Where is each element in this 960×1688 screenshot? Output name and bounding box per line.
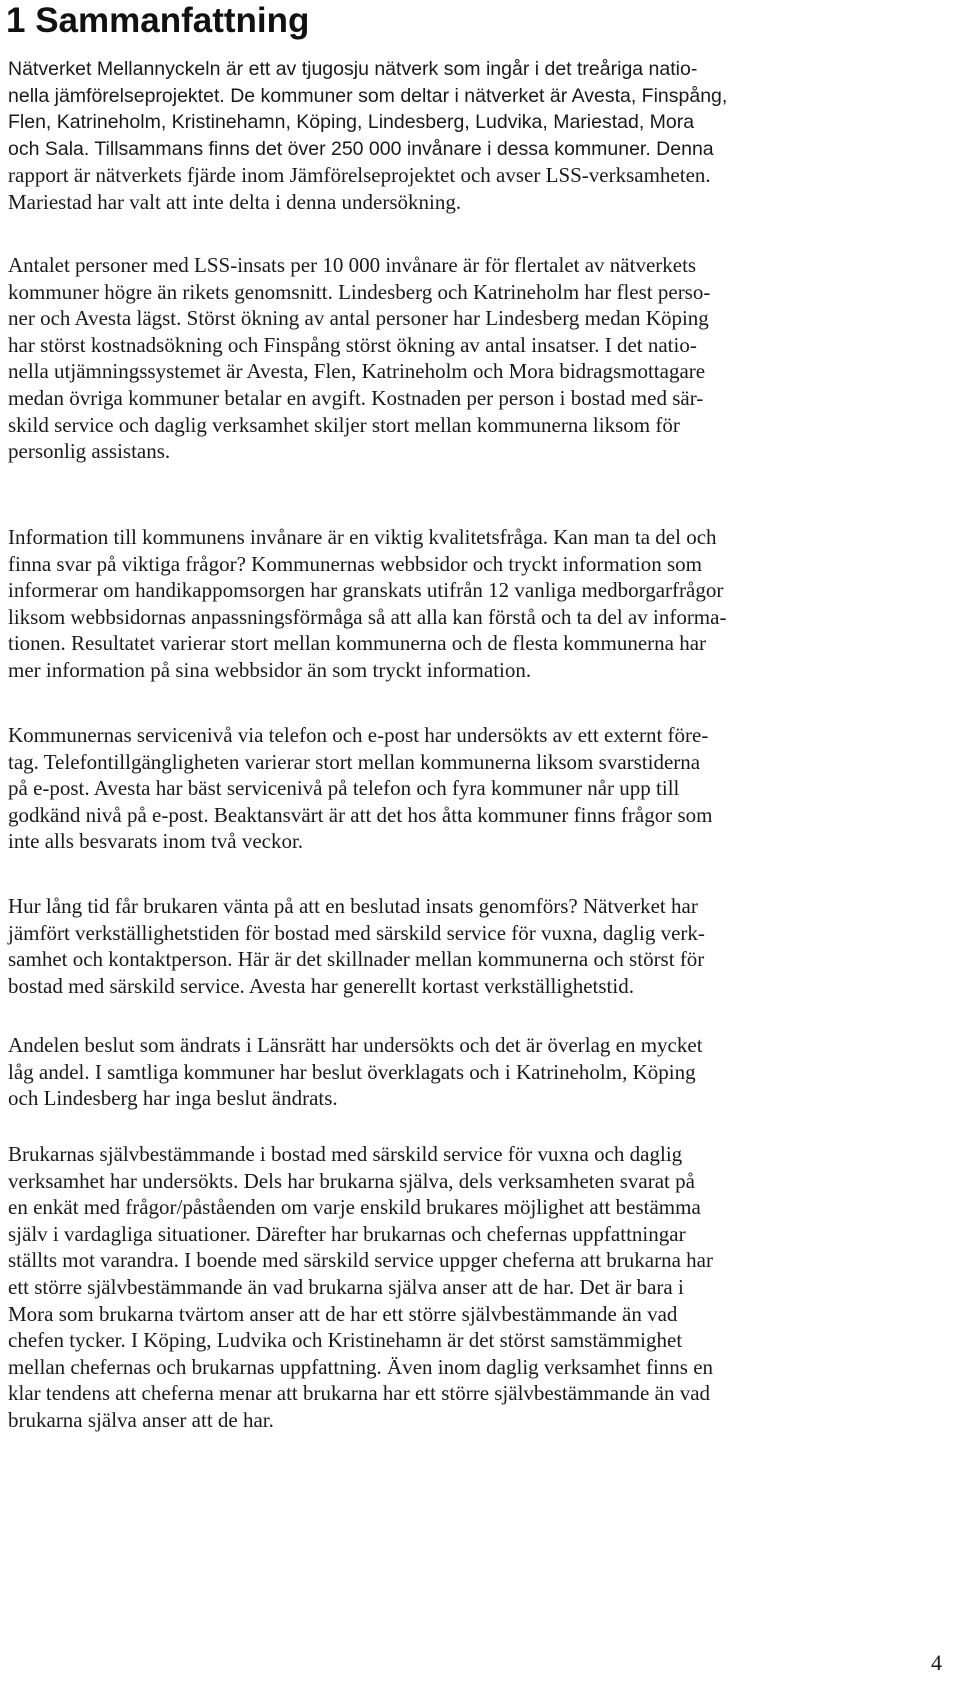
section-heading: 1 Sammanfattning — [6, 1, 310, 40]
paragraph-line: och Lindesberg har inga beslut ändrats. — [8, 1086, 338, 1111]
paragraph-line: mellan chefernas och brukarnas uppfattning. Även inom daglig verksamhet finns en — [8, 1354, 714, 1379]
paragraph-6 — [8, 1032, 938, 1112]
page-number: 4 — [931, 1650, 942, 1675]
paragraph-line: verksamhet har undersökts. Dels har brukarna själva, dels verksamheten svarat på — [8, 1168, 695, 1193]
paragraph-line: Brukarnas självbestämmande i bostad med särskild service för vuxna och daglig — [8, 1142, 683, 1166]
paragraph-line: Nätverket Mellannyckeln är ett av tjugosju nätverk som ingår i det treåriga natio- — [8, 58, 698, 80]
paragraph-line: godkänd nivå på e-post. Beaktansvärt är att det hos åtta kommuner finns frågor som — [8, 802, 713, 827]
paragraph-line: Information till kommunens invånare är en viktig kvalitetsfråga. Kan man ta del och — [8, 525, 717, 549]
paragraph-line: Mora som brukarna tvärtom anser att de har ett större självbestämmande än vad — [8, 1301, 678, 1326]
paragraph-line: tionen. Resultatet varierar stort mellan kommunerna och de flesta kommunerna har — [8, 631, 707, 656]
paragraph-line: informerar om handikappomsorgen har granskats utifrån 12 vanliga medborgarfrågor — [8, 578, 724, 603]
paragraph-line: kommuner högre än rikets genomsnitt. Lindesberg och Katrineholm har flest perso- — [8, 279, 711, 304]
paragraph-line: har störst kostnadsökning och Finspång störst ökning av antal insatser. I det natio- — [8, 332, 697, 357]
paragraph-line: Mariestad har valt att inte delta i denna undersökning. — [8, 189, 462, 214]
paragraph-line: skild service och daglig verksamhet skiljer stort mellan kommunerna liksom för — [8, 412, 680, 437]
paragraph-line: personlig assistans. — [8, 439, 171, 464]
paragraph-line: nella jämförelseprojektet. De kommuner som deltar i nätverket är Avesta, Finspång, — [8, 84, 728, 107]
paragraph-line: klar tendens att cheferna menar att brukarna har ett större självbestämmande än vad — [8, 1381, 711, 1406]
paragraph-line: Andelen beslut som ändrats i Länsrätt har undersökts och det är överlag en mycket — [8, 1033, 703, 1057]
paragraph-3 — [8, 524, 938, 684]
paragraph-2 — [8, 252, 938, 465]
paragraph-line: medan övriga kommuner betalar en avgift. Kostnaden per person i bostad med sär- — [8, 385, 704, 410]
paragraph-line: Kommunernas servicenivå via telefon och e-post har undersökts av ett externt före- — [8, 723, 709, 747]
paragraph-line: rapport är nätverkets fjärde inom Jämförelseprojektet och avser LSS-verksamheten. — [8, 163, 711, 188]
paragraph-line: Antalet personer med LSS-insats per 10 000 invånare är för flertalet av nätverkets — [8, 253, 697, 277]
paragraph-line: på e-post. Avesta har bäst servicenivå på telefon och fyra kommuner når upp till — [8, 776, 680, 801]
paragraph-line: nella utjämningssystemet är Avesta, Flen, Katrineholm och Mora bidragsmottagare — [8, 359, 706, 384]
paragraph-5 — [8, 893, 938, 999]
paragraph-line: låg andel. I samtliga kommuner har beslut överklagats och i Katrineholm, Köping — [8, 1059, 696, 1084]
paragraph-line: bostad med särskild service. Avesta har generellt kortast verkställighetstid. — [8, 973, 634, 998]
paragraph-1 — [8, 56, 938, 216]
paragraph-line: inte alls besvarats inom två veckor. — [8, 829, 304, 854]
paragraph-line: tag. Telefontillgängligheten varierar stort mellan kommunerna liksom svarstiderna — [8, 749, 701, 774]
paragraph-line: chefen tycker. I Köping, Ludvika och Kristinehamn är det störst samstämmighet — [8, 1328, 683, 1353]
paragraph-line: brukarna själva anser att de har. — [8, 1407, 274, 1432]
paragraph-line: själv i vardagliga situationer. Därefter har brukarnas och chefernas uppfattningar — [8, 1221, 686, 1246]
paragraph-line: ställts mot varandra. I boende med särskild service uppger cheferna att brukarna har — [8, 1248, 713, 1273]
paragraph-line: samhet och kontaktperson. Här är det skillnader mellan kommunerna och störst för — [8, 947, 705, 972]
paragraph-line: jämfört verkställighetstiden för bostad med särskild service för vuxna, daglig verk- — [8, 920, 705, 945]
paragraph-line: ner och Avesta lägst. Störst ökning av antal personer har Lindesberg medan Köping — [8, 306, 709, 331]
paragraph-line: mer information på sina webbsidor än som tryckt information. — [8, 657, 532, 682]
paragraph-line: Flen, Katrineholm, Kristinehamn, Köping, Lindesberg, Ludvika, Mariestad, Mora — [8, 111, 695, 134]
paragraph-7 — [8, 1141, 938, 1434]
paragraph-4 — [8, 722, 938, 855]
paragraph-line: ett större självbestämmande än vad brukarna själva anser att de har. Det är bara i — [8, 1274, 684, 1299]
paragraph-line: Hur lång tid får brukaren vänta på att en beslutad insats genomförs? Nätverket har — [8, 894, 698, 918]
paragraph-line: liksom webbsidornas anpassningsförmåga så att alla kan förstå och ta del av informa- — [8, 604, 727, 629]
paragraph-line: och Sala. Tillsammans finns det över 250 000 invånare i dessa kommuner. Denna — [8, 137, 714, 160]
paragraph-line: en enkät med frågor/påståenden om varje enskild brukares möjlighet att bestämma — [8, 1195, 701, 1220]
paragraph-line: finna svar på viktiga frågor? Kommunernas webbsidor och tryckt information som — [8, 551, 702, 576]
